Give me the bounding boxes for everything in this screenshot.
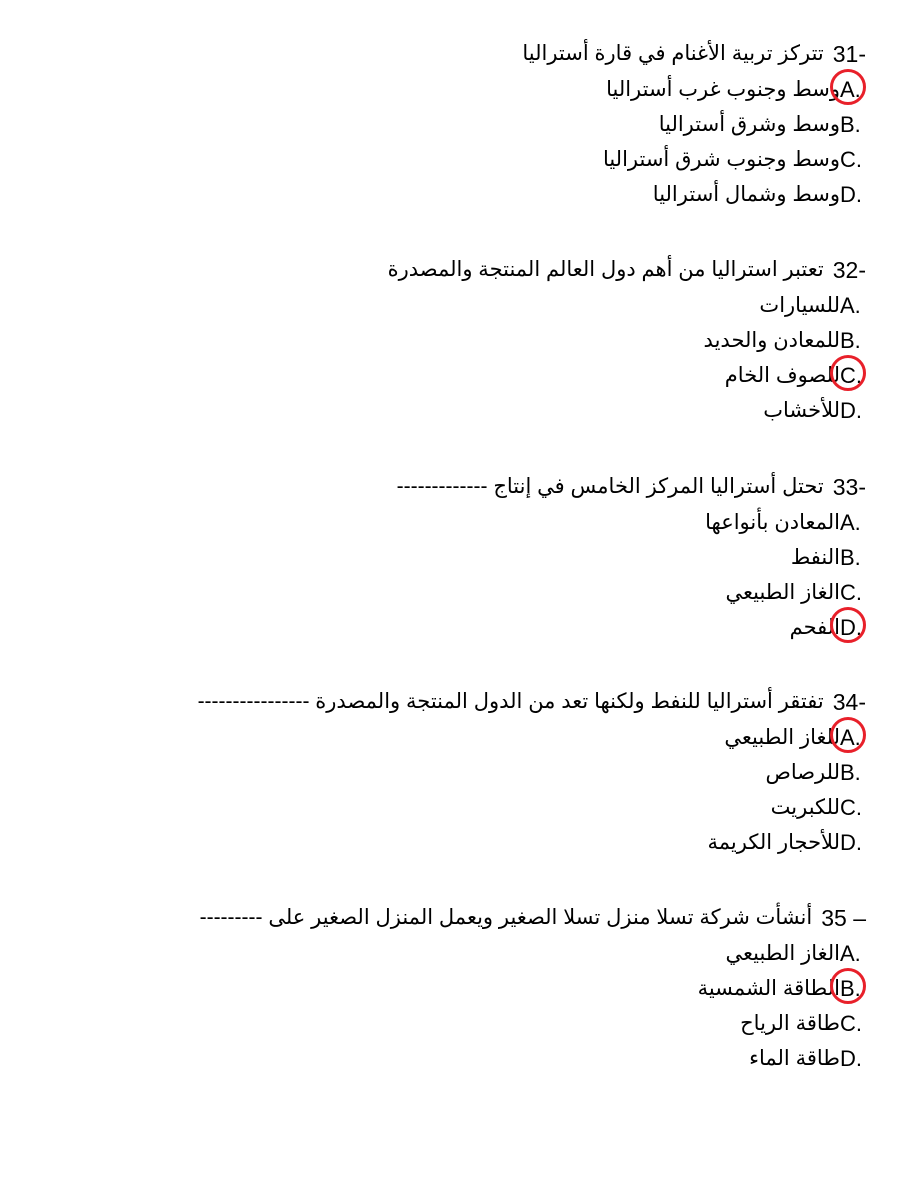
option-b[interactable]: [46, 755, 866, 790]
option-text: طاقة الماء: [749, 1047, 840, 1070]
option-letter-box: [840, 323, 866, 358]
question-stem: [46, 900, 866, 936]
option-letter-box: [840, 72, 866, 107]
question-stem: [46, 252, 866, 288]
option-text: طاقة الرياح: [740, 1012, 840, 1035]
option-letter: D.: [840, 182, 862, 207]
option-text: وسط وشمال أستراليا: [652, 183, 840, 206]
option-c[interactable]: [46, 142, 866, 177]
option-letter-box: [840, 540, 866, 575]
option-letter-box: [840, 358, 866, 393]
option-letter: C.: [840, 363, 862, 388]
question-35: [46, 900, 866, 1076]
option-letter: B.: [840, 112, 861, 137]
question-number: 31-: [832, 41, 866, 67]
option-text: للصوف الخام: [724, 364, 840, 387]
option-text: وسط وجنوب غرب أستراليا: [606, 78, 840, 101]
option-a[interactable]: [46, 505, 866, 540]
question-number: 33-: [832, 474, 866, 500]
option-text: النفط: [790, 546, 840, 569]
option-letter-box: [840, 393, 866, 428]
option-text: المعادن بأنواعها: [705, 511, 840, 534]
option-b[interactable]: [46, 540, 866, 575]
option-a[interactable]: [46, 72, 866, 107]
option-letter-box: [840, 825, 866, 860]
question-text: تعتبر استراليا من أهم دول العالم المنتجة والمصدرة: [387, 258, 824, 281]
option-text: الفحم: [789, 616, 840, 639]
option-letter: A.: [840, 77, 861, 102]
option-text: للكبريت: [770, 796, 840, 819]
option-d[interactable]: [46, 177, 866, 212]
answer-circle-mark: [830, 355, 866, 391]
option-letter-box: [840, 720, 866, 755]
option-letter: D.: [840, 1046, 862, 1071]
option-d[interactable]: [46, 825, 866, 860]
option-letter: A.: [840, 293, 861, 318]
answer-circle-mark: [830, 968, 866, 1004]
option-text: للأخشاب: [763, 399, 840, 422]
option-b[interactable]: [46, 323, 866, 358]
option-letter-box: [840, 1006, 866, 1041]
option-letter: D.: [840, 830, 862, 855]
question-number: 34-: [832, 689, 866, 715]
option-c[interactable]: [46, 790, 866, 825]
option-text: للأحجار الكريمة: [707, 831, 840, 854]
answer-circle-mark: [830, 717, 866, 753]
option-letter-box: [840, 142, 866, 177]
option-a[interactable]: [46, 936, 866, 971]
option-text: الغاز الطبيعي: [725, 942, 840, 965]
question-number: 32-: [832, 257, 866, 283]
option-letter: C.: [840, 795, 862, 820]
option-letter: C.: [840, 580, 862, 605]
option-letter-box: [840, 1041, 866, 1076]
option-c[interactable]: [46, 575, 866, 610]
option-text: الطاقة الشمسية: [697, 977, 840, 1000]
option-d[interactable]: [46, 610, 866, 645]
option-letter-box: [840, 755, 866, 790]
question-31: [46, 36, 866, 212]
option-letter-box: [840, 790, 866, 825]
option-letter-box: [840, 936, 866, 971]
option-letter: B.: [840, 976, 861, 1001]
option-a[interactable]: [46, 288, 866, 323]
option-letter: B.: [840, 328, 861, 353]
option-text: وسط وجنوب شرق أستراليا: [602, 148, 840, 171]
question-text: أنشأت شركة تسلا منزل تسلا الصغير ويعمل المنزل الصغير على ---------: [199, 906, 813, 929]
option-letter: C.: [840, 1011, 862, 1036]
option-letter: C.: [840, 147, 862, 172]
option-letter: B.: [840, 760, 861, 785]
option-c[interactable]: [46, 358, 866, 393]
answer-circle-mark: [830, 69, 866, 105]
question-number: 35 –: [821, 905, 866, 931]
option-text: للسيارات: [759, 294, 840, 317]
option-text: للرصاص: [765, 761, 840, 784]
option-text: وسط وشرق أستراليا: [658, 113, 840, 136]
option-text: للمعادن والحديد: [703, 329, 840, 352]
option-text: الغاز الطبيعي: [725, 581, 840, 604]
answer-circle-mark: [830, 607, 866, 643]
option-d[interactable]: [46, 1041, 866, 1076]
option-c[interactable]: [46, 1006, 866, 1041]
option-b[interactable]: [46, 107, 866, 142]
question-text: تفتقر أستراليا للنفط ولكنها تعد من الدول المنتجة والمصدرة ----------------: [197, 690, 824, 713]
question-stem: [46, 684, 866, 720]
question-stem: [46, 469, 866, 505]
question-text: تحتل أستراليا المركز الخامس في إنتاج -------------: [396, 475, 824, 498]
option-letter-box: [840, 288, 866, 323]
question-stem: [46, 36, 866, 72]
option-d[interactable]: [46, 393, 866, 428]
option-letter-box: [840, 610, 866, 645]
question-32: [46, 252, 866, 428]
option-letter: A.: [840, 725, 861, 750]
option-text: للغاز الطبيعي: [724, 726, 840, 749]
option-letter: A.: [840, 510, 861, 535]
option-letter-box: [840, 575, 866, 610]
question-34: [46, 684, 866, 860]
option-letter: B.: [840, 545, 861, 570]
option-a[interactable]: [46, 720, 866, 755]
option-b[interactable]: [46, 971, 866, 1006]
option-letter-box: [840, 177, 866, 212]
option-letter-box: [840, 505, 866, 540]
question-33: [46, 469, 866, 645]
option-letter-box: [840, 971, 866, 1006]
option-letter-box: [840, 107, 866, 142]
option-letter: D.: [840, 398, 862, 423]
option-letter: D.: [840, 615, 862, 640]
option-letter: A.: [840, 941, 861, 966]
question-text: تتركز تربية الأغنام في قارة أستراليا: [522, 42, 824, 65]
